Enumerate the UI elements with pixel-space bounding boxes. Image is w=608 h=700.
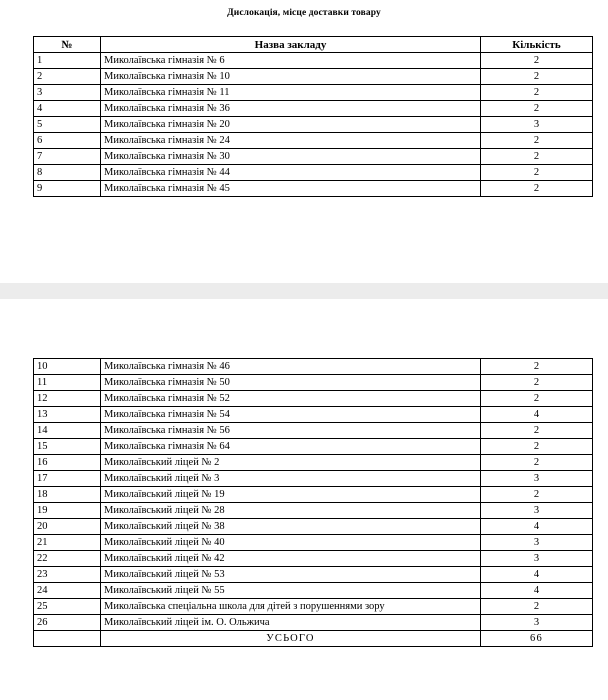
cell-institution: Миколаївський ліцей ім. О. Ольжича <box>101 615 481 631</box>
table-row <box>34 439 593 455</box>
table-row <box>34 359 593 375</box>
table-row <box>34 391 593 407</box>
cell-quantity: 2 <box>481 53 593 69</box>
cell-number: 17 <box>34 471 101 487</box>
cell-quantity: 2 <box>481 455 593 471</box>
cell-number: 26 <box>34 615 101 631</box>
cell-number: 13 <box>34 407 101 423</box>
cell-quantity: 4 <box>481 519 593 535</box>
table-row <box>34 615 593 631</box>
cell-quantity: 2 <box>481 359 593 375</box>
cell-number: 6 <box>34 133 101 149</box>
table-row <box>34 551 593 567</box>
dislocation-table-part-1 <box>33 36 593 197</box>
cell-number: 20 <box>34 519 101 535</box>
cell-quantity: 2 <box>481 69 593 85</box>
cell-quantity: 3 <box>481 551 593 567</box>
table-row <box>34 599 593 615</box>
cell-quantity: 2 <box>481 391 593 407</box>
cell-institution: Миколаївська гімназія № 54 <box>101 407 481 423</box>
column-header-number: № <box>34 37 101 53</box>
table-total-row <box>34 631 593 647</box>
table-row <box>34 165 593 181</box>
cell-institution: Миколаївська гімназія № 24 <box>101 133 481 149</box>
cell-number: 2 <box>34 69 101 85</box>
cell-institution: Миколаївський ліцей № 42 <box>101 551 481 567</box>
cell-number: 18 <box>34 487 101 503</box>
cell-quantity: 2 <box>481 375 593 391</box>
cell-quantity: 2 <box>481 165 593 181</box>
table-row <box>34 149 593 165</box>
cell-number: 4 <box>34 101 101 117</box>
cell-quantity: 4 <box>481 583 593 599</box>
column-header-quantity: Кількість <box>481 37 593 53</box>
cell-quantity: 2 <box>481 599 593 615</box>
cell-institution: Миколаївська гімназія № 45 <box>101 181 481 197</box>
cell-quantity: 2 <box>481 181 593 197</box>
cell-quantity: 3 <box>481 471 593 487</box>
cell-institution: Миколаївський ліцей № 38 <box>101 519 481 535</box>
cell-empty <box>34 631 101 647</box>
cell-quantity: 4 <box>481 407 593 423</box>
table-row <box>34 423 593 439</box>
page-break-band <box>0 283 608 299</box>
cell-quantity: 4 <box>481 567 593 583</box>
table-row <box>34 487 593 503</box>
table-row <box>34 455 593 471</box>
cell-number: 11 <box>34 375 101 391</box>
cell-quantity: 2 <box>481 101 593 117</box>
cell-number: 3 <box>34 85 101 101</box>
cell-quantity: 3 <box>481 535 593 551</box>
table-row <box>34 53 593 69</box>
dislocation-table-part-2 <box>33 358 593 647</box>
cell-number: 12 <box>34 391 101 407</box>
cell-number: 14 <box>34 423 101 439</box>
cell-number: 15 <box>34 439 101 455</box>
cell-institution: Миколаївська гімназія № 52 <box>101 391 481 407</box>
cell-institution: Миколаївська гімназія № 44 <box>101 165 481 181</box>
table-row <box>34 503 593 519</box>
cell-institution: Миколаївський ліцей № 2 <box>101 455 481 471</box>
table-row <box>34 407 593 423</box>
cell-quantity: 2 <box>481 439 593 455</box>
page-title: Дислокація, місце доставки товару <box>227 8 381 18</box>
cell-number: 24 <box>34 583 101 599</box>
cell-institution: Миколаївський ліцей № 19 <box>101 487 481 503</box>
cell-number: 7 <box>34 149 101 165</box>
table-row <box>34 567 593 583</box>
cell-institution: Миколаївська гімназія № 46 <box>101 359 481 375</box>
cell-institution: Миколаївський ліцей № 28 <box>101 503 481 519</box>
cell-institution: Миколаївська гімназія № 64 <box>101 439 481 455</box>
table-body-top <box>34 37 593 197</box>
cell-number: 9 <box>34 181 101 197</box>
total-label: УСЬОГО <box>101 631 481 647</box>
cell-number: 23 <box>34 567 101 583</box>
cell-institution: Миколаївський ліцей № 55 <box>101 583 481 599</box>
table-row <box>34 519 593 535</box>
cell-quantity: 3 <box>481 117 593 133</box>
table-row <box>34 583 593 599</box>
table-body-bottom <box>34 359 593 647</box>
cell-institution: Миколаївський ліцей № 3 <box>101 471 481 487</box>
table-row <box>34 535 593 551</box>
cell-quantity: 2 <box>481 423 593 439</box>
table-row <box>34 133 593 149</box>
cell-institution: Миколаївська гімназія № 11 <box>101 85 481 101</box>
column-header-institution: Назва закладу <box>101 37 481 53</box>
cell-institution: Миколаївська гімназія № 50 <box>101 375 481 391</box>
cell-quantity: 2 <box>481 133 593 149</box>
cell-number: 5 <box>34 117 101 133</box>
table-row <box>34 85 593 101</box>
cell-institution: Миколаївська гімназія № 20 <box>101 117 481 133</box>
cell-institution: Миколаївська гімназія № 10 <box>101 69 481 85</box>
cell-institution: Миколаївський ліцей № 53 <box>101 567 481 583</box>
table-row <box>34 101 593 117</box>
cell-quantity: 2 <box>481 149 593 165</box>
table-row <box>34 181 593 197</box>
cell-institution: Миколаївська гімназія № 36 <box>101 101 481 117</box>
cell-number: 25 <box>34 599 101 615</box>
table-row <box>34 117 593 133</box>
cell-institution: Миколаївська гімназія № 6 <box>101 53 481 69</box>
cell-institution: Миколаївська гімназія № 30 <box>101 149 481 165</box>
cell-number: 19 <box>34 503 101 519</box>
cell-institution: Миколаївська гімназія № 56 <box>101 423 481 439</box>
cell-number: 8 <box>34 165 101 181</box>
table-header-row <box>34 37 593 53</box>
cell-institution: Миколаївський ліцей № 40 <box>101 535 481 551</box>
cell-number: 21 <box>34 535 101 551</box>
cell-number: 1 <box>34 53 101 69</box>
table-row <box>34 69 593 85</box>
total-value: 66 <box>481 631 593 647</box>
cell-number: 10 <box>34 359 101 375</box>
cell-number: 22 <box>34 551 101 567</box>
cell-institution: Миколаївська спеціальна школа для дітей з порушеннями зору <box>101 599 481 615</box>
cell-quantity: 3 <box>481 503 593 519</box>
table-row <box>34 375 593 391</box>
table-row <box>34 471 593 487</box>
cell-number: 16 <box>34 455 101 471</box>
cell-quantity: 2 <box>481 487 593 503</box>
cell-quantity: 2 <box>481 85 593 101</box>
cell-quantity: 3 <box>481 615 593 631</box>
